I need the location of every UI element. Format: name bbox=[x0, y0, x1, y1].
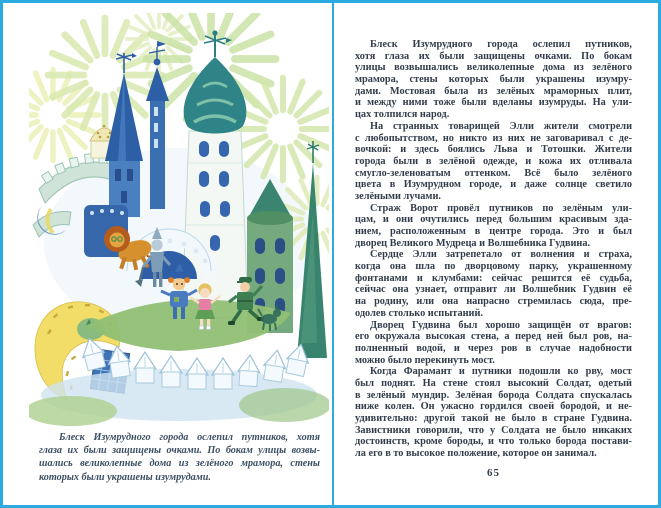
text-line: Блеск Изумрудного города ослепил путников, bbox=[370, 39, 632, 50]
text-line: На странных товарищей Элли жители смотрели bbox=[370, 120, 632, 132]
text-line: Завистники говорили, что у Солдата не было никаких bbox=[355, 424, 632, 436]
text-line: цах толпился народ. bbox=[355, 109, 450, 121]
paragraph-6 bbox=[355, 366, 632, 460]
text-line: ниже колен. Он ужасно гордился своей бородой, и не- bbox=[355, 401, 632, 413]
text-line: хотя глаза их были защищены очками. По бокам bbox=[355, 50, 632, 62]
text-line: на родину, или она напрасно стремилась сюда, пре- bbox=[355, 296, 632, 308]
text-line: Дворец Гудвина был хорошо защищён от врагов: bbox=[370, 319, 632, 331]
text-line: зелёными лучами. bbox=[355, 190, 441, 202]
green-wash-left bbox=[29, 396, 117, 426]
text-line: цвета в Изумрудном городе, и даже солнце светило bbox=[355, 179, 632, 191]
text-line: Сердце Элли затрепетало от волнения и страха, bbox=[370, 249, 632, 261]
text-line: когда она шла по дворцовому парку, украшенному bbox=[355, 261, 632, 273]
text-line: можно было перекинуть мост. bbox=[355, 354, 495, 366]
text-line: шались великолепные дома из зелёного мрамора, стены bbox=[39, 458, 320, 470]
body-text bbox=[355, 39, 632, 460]
text-line: одолев столько испытаний. bbox=[355, 307, 483, 319]
text-line: улицы возвышались великолепные дома из зелёного bbox=[355, 62, 632, 74]
text-line: дами. Мостовая была из зелёных мраморных плит, bbox=[355, 85, 632, 97]
text-line: с любопытством, но никто из них не заговаривал с де- bbox=[355, 132, 632, 144]
text-line: достоинств, кроме бороды, и что только борода постави- bbox=[355, 436, 632, 448]
text-line: сейчас она узнает, отправит ли Волшебник Гудвин её bbox=[355, 284, 632, 296]
text-line: которых были украшены изумрудами. bbox=[39, 471, 211, 483]
text-line: нием, расположенным в центре города. Это и был bbox=[355, 226, 632, 237]
paragraph-1 bbox=[355, 39, 632, 121]
emerald-city-illustration bbox=[29, 13, 329, 427]
text-line: глаза их были защищены очками. По бокам улицы возвы- bbox=[39, 445, 320, 457]
text-line: ла его в то высокое положение, которое он занимал. bbox=[355, 448, 597, 460]
paragraph-3 bbox=[355, 203, 632, 250]
text-line: Блеск Изумрудного города ослепил путников, хотя bbox=[59, 432, 320, 443]
text-line: мрамора, стены которых были украшены изумру- bbox=[355, 74, 632, 86]
illustration-caption bbox=[39, 431, 320, 484]
paragraph-2 bbox=[355, 121, 632, 203]
page-number: 65 bbox=[487, 467, 500, 479]
text-line: Когда Фарамант и путники подошли ко рву, мост bbox=[370, 366, 632, 378]
text-line: цам, и они очутились перед большим красивым зда- bbox=[355, 214, 632, 226]
text-line: дворец Великого Мудреца и Волшебника Гудвина. bbox=[355, 237, 591, 249]
text-line: полненный водой, и через ров в случае надобности bbox=[355, 342, 632, 354]
text-line: вочкой: и здесь боялись Льва и Тотошки. Жители bbox=[355, 144, 632, 156]
text-line: Страж Ворот провёл путников по зелёным ули- bbox=[370, 202, 632, 214]
text-line: был поднят. На стене стоял высокий Солдат, одетый bbox=[355, 377, 632, 389]
green-wash-right bbox=[239, 388, 329, 422]
white-tower bbox=[182, 131, 248, 318]
text-line: удивительно: другой такой не было в стране Гудвина. bbox=[355, 413, 632, 424]
text-line: в зелёный мундир. Зелёная борода Солдата спускалась bbox=[355, 389, 632, 401]
paragraph-5 bbox=[355, 320, 632, 367]
text-line: города были в зелёной одежде, и кожа их отливала bbox=[355, 155, 632, 167]
page-divider bbox=[332, 3, 334, 508]
text-line: и между ними тоже были вделаны изумруды. На ули- bbox=[355, 97, 632, 109]
text-line: смугло-зеленоватым оттенком. Всё было зелёного bbox=[355, 167, 632, 179]
paragraph-4 bbox=[355, 249, 632, 319]
text-line: его окружала высокая стена, а перед ней был ров, на- bbox=[355, 331, 632, 343]
text-line: фонтанами и клумбами: сейчас решится её судьба, bbox=[355, 272, 632, 284]
